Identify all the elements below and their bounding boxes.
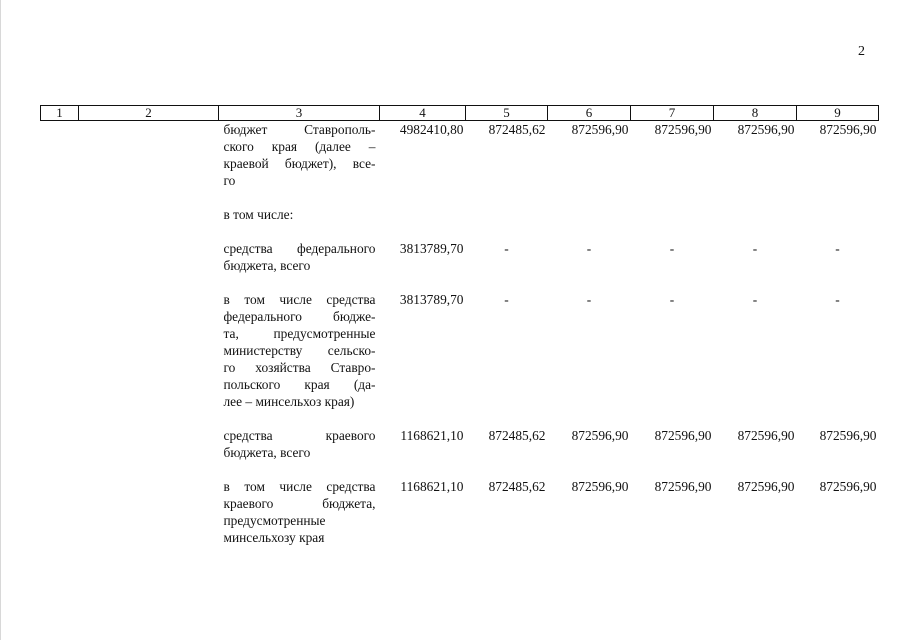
cell-col-1 [41,206,79,223]
value-cell: 872596,90 [654,122,712,137]
description-line: го [223,173,236,188]
value-cell: 872596,90 [819,428,877,443]
value-cell: 872485,62 [488,428,546,443]
description-line: федерального бюдже- [223,309,376,324]
value-cell: 872596,90 [819,479,877,494]
description-line: та, предусмотренные [223,326,376,341]
row-description [219,478,380,546]
description-line: бюджета, всего [223,445,311,460]
column-header: 9 [797,106,879,121]
row-spacer [41,223,879,240]
table-row [41,427,879,461]
value-cell: 872596,90 [737,428,795,443]
value-cell: - [752,292,758,307]
table-row [41,206,879,223]
spacer-cell [41,274,879,291]
column-header: 8 [714,106,797,121]
table-row [41,478,879,546]
column-header: 5 [466,106,548,121]
cell-col-1 [41,240,79,274]
value-cell: - [669,292,675,307]
cell-col-1 [41,121,79,190]
value-cell [548,206,631,223]
description-line: в том числе: [223,207,294,222]
row-description [219,121,380,190]
value-cell: 872596,90 [571,428,629,443]
column-header: 7 [631,106,714,121]
row-spacer [41,189,879,206]
column-header: 6 [548,106,631,121]
cell-col-2 [79,240,219,274]
table-row [41,240,879,274]
table-header-row [41,106,879,121]
description-line: бюджета, всего [223,258,311,273]
value-cell: 3813789,70 [399,292,464,307]
value-cell: - [504,292,509,307]
cell-col-2 [79,206,219,223]
value-cell: 872596,90 [737,479,795,494]
cell-col-2 [79,478,219,546]
value-cell: 872596,90 [571,122,629,137]
cell-col-2 [79,427,219,461]
value-cell: - [752,241,758,256]
description-line: средства краевого [223,428,376,443]
description-line: краевого бюджета, [223,496,376,511]
value-cell: 1168621,10 [400,428,464,443]
description-line: лее – минсельхоз края) [223,394,355,409]
description-line: предусмотренные [223,513,326,528]
value-cell [466,206,548,223]
value-cell [380,206,466,223]
spacer-cell [41,410,879,427]
value-cell: 872596,90 [737,122,795,137]
value-cell: 872596,90 [654,428,712,443]
value-cell: 872485,62 [488,479,546,494]
value-cell: 4982410,80 [399,122,464,137]
value-cell: - [669,241,675,256]
column-header: 1 [41,106,79,121]
value-cell: - [586,292,592,307]
page-number: 2 [858,44,865,59]
value-cell: 872596,90 [571,479,629,494]
row-description [219,206,380,223]
value-cell: 872596,90 [819,122,877,137]
description-line: ского края (далее – [223,139,376,154]
row-description [219,291,380,410]
cell-col-2 [79,121,219,190]
spacer-cell [41,189,879,206]
value-cell: - [835,292,840,307]
budget-table [40,105,879,546]
column-header: 4 [380,106,466,121]
value-cell: 3813789,70 [399,241,464,256]
cell-col-2 [79,291,219,410]
description-line: польского края (да- [223,377,376,392]
value-cell [714,206,797,223]
cell-col-1 [41,291,79,410]
description-line: министерству сельско- [223,343,376,358]
value-cell: 1168621,10 [400,479,464,494]
cell-col-1 [41,427,79,461]
description-line: бюджет Ставрополь- [223,122,376,137]
page-margin-line [0,0,1,640]
description-line: в том числе средства [223,292,376,307]
row-spacer [41,461,879,478]
row-spacer [41,274,879,291]
description-line: го хозяйства Ставро- [223,360,376,375]
column-header: 3 [219,106,380,121]
row-spacer [41,410,879,427]
spacer-cell [41,223,879,240]
table-row [41,291,879,410]
value-cell: - [504,241,509,256]
description-line: средства федерального [223,241,376,256]
row-description [219,240,380,274]
value-cell: 872485,62 [488,122,546,137]
column-header: 2 [79,106,219,121]
value-cell [797,206,879,223]
description-line: в том числе средства [223,479,376,494]
table-body [41,121,879,547]
table-row [41,121,879,190]
value-cell [631,206,714,223]
value-cell: - [835,241,840,256]
description-line: минсельхозу края [223,530,325,545]
spacer-cell [41,461,879,478]
row-description [219,427,380,461]
value-cell: - [586,241,592,256]
value-cell: 872596,90 [654,479,712,494]
description-line: краевой бюджет), все- [223,156,376,171]
cell-col-1 [41,478,79,546]
